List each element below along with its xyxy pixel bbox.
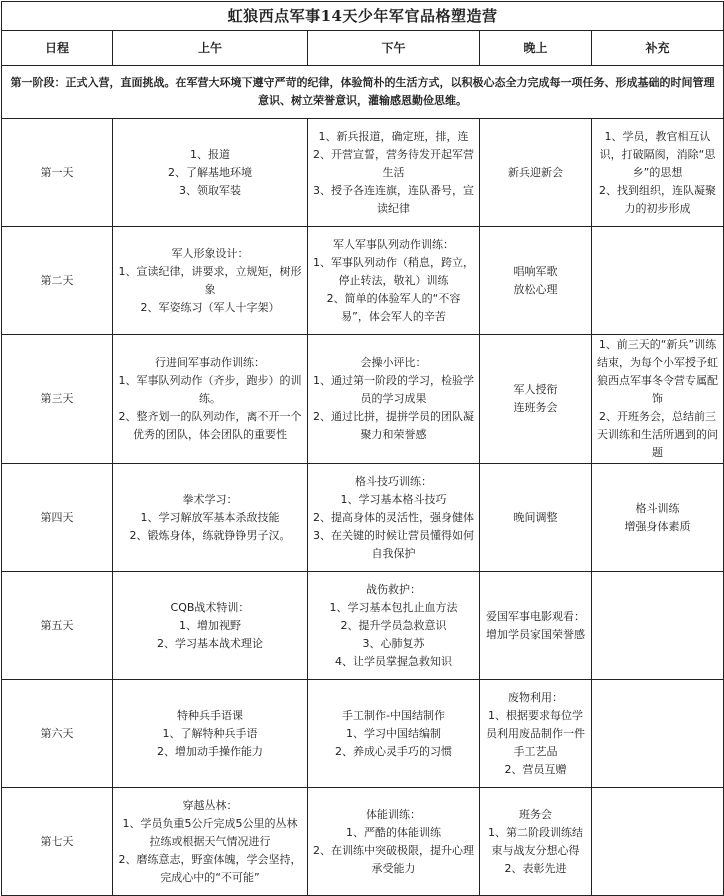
cell-line: 手工制作-中国结制作	[342, 708, 445, 722]
cell-line: 1、新兵报道，确定班，排，连	[318, 129, 469, 143]
morning-cell	[113, 227, 308, 335]
cell-line: 3、授予各连连旗，连队番号，宣读纪律	[313, 183, 474, 215]
cell-line: 4、让学员掌握急救知识	[335, 654, 452, 668]
morning-cell	[113, 572, 308, 680]
table-row	[2, 335, 724, 464]
day-label: 第三天	[2, 335, 113, 464]
cell-line: 2、锻炼身体，练就铮铮男子汉。	[129, 528, 291, 542]
cell-line: CQB战术特训：	[170, 600, 250, 614]
table-row	[2, 464, 724, 572]
notes-cell	[592, 788, 724, 896]
afternoon-cell	[308, 227, 480, 335]
cell-line: 1、根据要求每位学员利用废品制作一件手工艺品	[486, 708, 585, 758]
morning-cell	[113, 464, 308, 572]
cell-line: 军人军事队列动作训练：	[333, 237, 454, 251]
cell-line: 2、养成心灵手巧的习惯	[335, 744, 452, 758]
cell-line: 2、营员互赠	[504, 762, 567, 776]
afternoon-cell	[308, 788, 480, 896]
evening-cell	[480, 788, 592, 896]
day-label: 第二天	[2, 227, 113, 335]
header-morning: 上午	[113, 31, 308, 66]
cell-line: 废物利用：	[508, 690, 563, 704]
cell-line: 新兵迎新会	[508, 165, 563, 179]
cell-line: 2、简单的体验军人的“不容易”，体会军人的辛苦	[326, 291, 461, 323]
notes-cell	[592, 464, 724, 572]
day-label: 第一天	[2, 119, 113, 227]
cell-line: 1、报道	[190, 147, 230, 161]
page-title: 虹狼西点军事14天少年军官品格塑造营	[2, 2, 724, 31]
cell-line: 1、学员，教官相互认识，打破隔阂，消除“思乡”的思想	[599, 129, 716, 179]
cell-line: 2、开营宣誓，营务待发开起军营生活	[313, 147, 474, 179]
cell-line: 2、在训练中突破极限，提升心理承受能力	[313, 843, 474, 875]
cell-line: 2、开班务会，总结前三天训练和生活所遇到的问题	[597, 410, 719, 459]
cell-line: 行进间军事动作训练：	[155, 356, 265, 369]
cell-line: 2、军姿练习（军人十字架）	[140, 300, 280, 314]
cell-line: 班务会	[519, 807, 552, 821]
day-label: 第五天	[2, 572, 113, 680]
evening-cell	[480, 227, 592, 335]
cell-line: 1、学习中国结编制	[346, 726, 441, 740]
table-row	[2, 227, 724, 335]
cell-line: 拳术学习：	[182, 492, 238, 506]
cell-line: 2、通过比拼，提拼学员的团队凝聚力和荣誉感	[313, 410, 474, 441]
afternoon-cell	[308, 680, 480, 788]
cell-line: 增加学员家国荣誉感	[486, 627, 585, 641]
cell-line: 1、通过第一阶段的学习，检验学员的学习成果	[313, 374, 474, 405]
cell-line: 3、领取军装	[179, 183, 241, 197]
cell-line: 3、在关键的时候让营员懂得如何自我保护	[313, 528, 474, 560]
cell-line: 格斗技巧训练：	[355, 474, 432, 488]
cell-line: 战伤救护：	[366, 582, 421, 596]
morning-cell	[113, 119, 308, 227]
cell-line: 连班务会	[513, 401, 558, 414]
cell-line: 2、提升学员急救意识	[340, 618, 447, 632]
header-afternoon: 下午	[308, 31, 480, 66]
cell-line: 2、增加动手操作能力	[157, 744, 263, 758]
morning-cell	[113, 788, 308, 896]
notes-cell	[592, 680, 724, 788]
cell-line: 爱国军事电影观看：	[486, 609, 585, 623]
cell-line: 3、心肺复苏	[362, 636, 425, 650]
cell-line: 1、军事队列动作（齐步，跑步）的训练。	[118, 374, 302, 405]
cell-line: 1、严酷的体能训练	[346, 825, 441, 839]
day-label: 第六天	[2, 680, 113, 788]
header-notes: 补充	[592, 31, 724, 66]
cell-line: 1、学习基本格斗技巧	[340, 492, 447, 506]
day-label: 第四天	[2, 464, 113, 572]
cell-line: 1、前三天的“新兵”训练结束，为每个小军授予虹狼西点军事冬令营专属配饰	[597, 338, 719, 405]
notes-cell	[592, 119, 724, 227]
header-evening: 晚上	[480, 31, 592, 66]
cell-line: 2、提高身体的灵活性，强身健体	[313, 510, 474, 524]
evening-cell	[480, 119, 592, 227]
cell-line: 1、第二阶段训练结束与战友分想心得	[488, 825, 583, 857]
cell-line: 军人形象设计：	[171, 246, 249, 260]
cell-line: 2、整齐划一的队列动作，离不开一个优秀的团队，体会团队的重要性	[118, 410, 302, 441]
cell-line: 1、宣读纪律，讲要求，立规矩，树形象	[118, 264, 302, 296]
table-row	[2, 680, 724, 788]
day-label: 第七天	[2, 788, 113, 896]
notes-cell	[592, 335, 724, 464]
cell-line: 2、找到组织，连队凝聚力的初步形成	[599, 183, 717, 215]
cell-line: 特种兵手语课	[177, 708, 243, 722]
cell-line: 2、磨练意志，野蛮体魄，学会坚持，完成心中的“不可能”	[118, 852, 302, 884]
cell-line: 放松心理	[513, 282, 558, 296]
cell-line: 穿越丛林：	[182, 798, 238, 812]
table-row	[2, 572, 724, 680]
table-row	[2, 788, 724, 896]
stage-description: 第一阶段：正式入营，直面挑战。在军营大环境下遵守严苛的纪律，体验简朴的生活方式，以积极心态全力完成每一项任务、形成基础的时间管理意识、树立荣誉意识，灌输感恩勤俭思维。	[2, 66, 724, 119]
cell-line: 唱响军歌	[513, 264, 558, 278]
cell-line: 格斗训练	[635, 501, 680, 515]
cell-line: 1、学习基本包扎止血方法	[329, 600, 458, 614]
header-schedule: 日程	[2, 31, 113, 66]
evening-cell	[480, 335, 592, 464]
cell-line: 增强身体素质	[624, 519, 691, 533]
cell-line: 1、了解特种兵手语	[162, 726, 258, 740]
cell-line: 会操小评比：	[360, 356, 427, 369]
cell-line: 体能训练：	[366, 807, 421, 821]
cell-line: 1、军事队列动作（稍息，跨立，停止转法，敬礼）训练	[313, 255, 474, 287]
cell-line: 2、了解基地环境	[168, 165, 252, 179]
cell-line: 1、学员负重5公斤完成5公里的丛林拉练或根据天气情况进行	[122, 816, 298, 848]
evening-cell	[480, 464, 592, 572]
notes-cell	[592, 572, 724, 680]
cell-line: 军人授衔	[513, 383, 558, 396]
afternoon-cell	[308, 464, 480, 572]
cell-line: 晚间调整	[513, 510, 558, 524]
afternoon-cell	[308, 572, 480, 680]
cell-line: 2、学习基本战术理论	[157, 636, 263, 650]
cell-line: 1、增加视野	[179, 618, 241, 632]
afternoon-cell	[308, 119, 480, 227]
evening-cell	[480, 680, 592, 788]
evening-cell	[480, 572, 592, 680]
morning-cell	[113, 680, 308, 788]
schedule-table	[1, 1, 724, 896]
cell-line: 2、表彰先进	[504, 861, 567, 875]
cell-line: 1、学习解放军基本杀敌技能	[140, 510, 280, 524]
morning-cell	[113, 335, 308, 464]
afternoon-cell	[308, 335, 480, 464]
table-row	[2, 119, 724, 227]
notes-cell	[592, 227, 724, 335]
